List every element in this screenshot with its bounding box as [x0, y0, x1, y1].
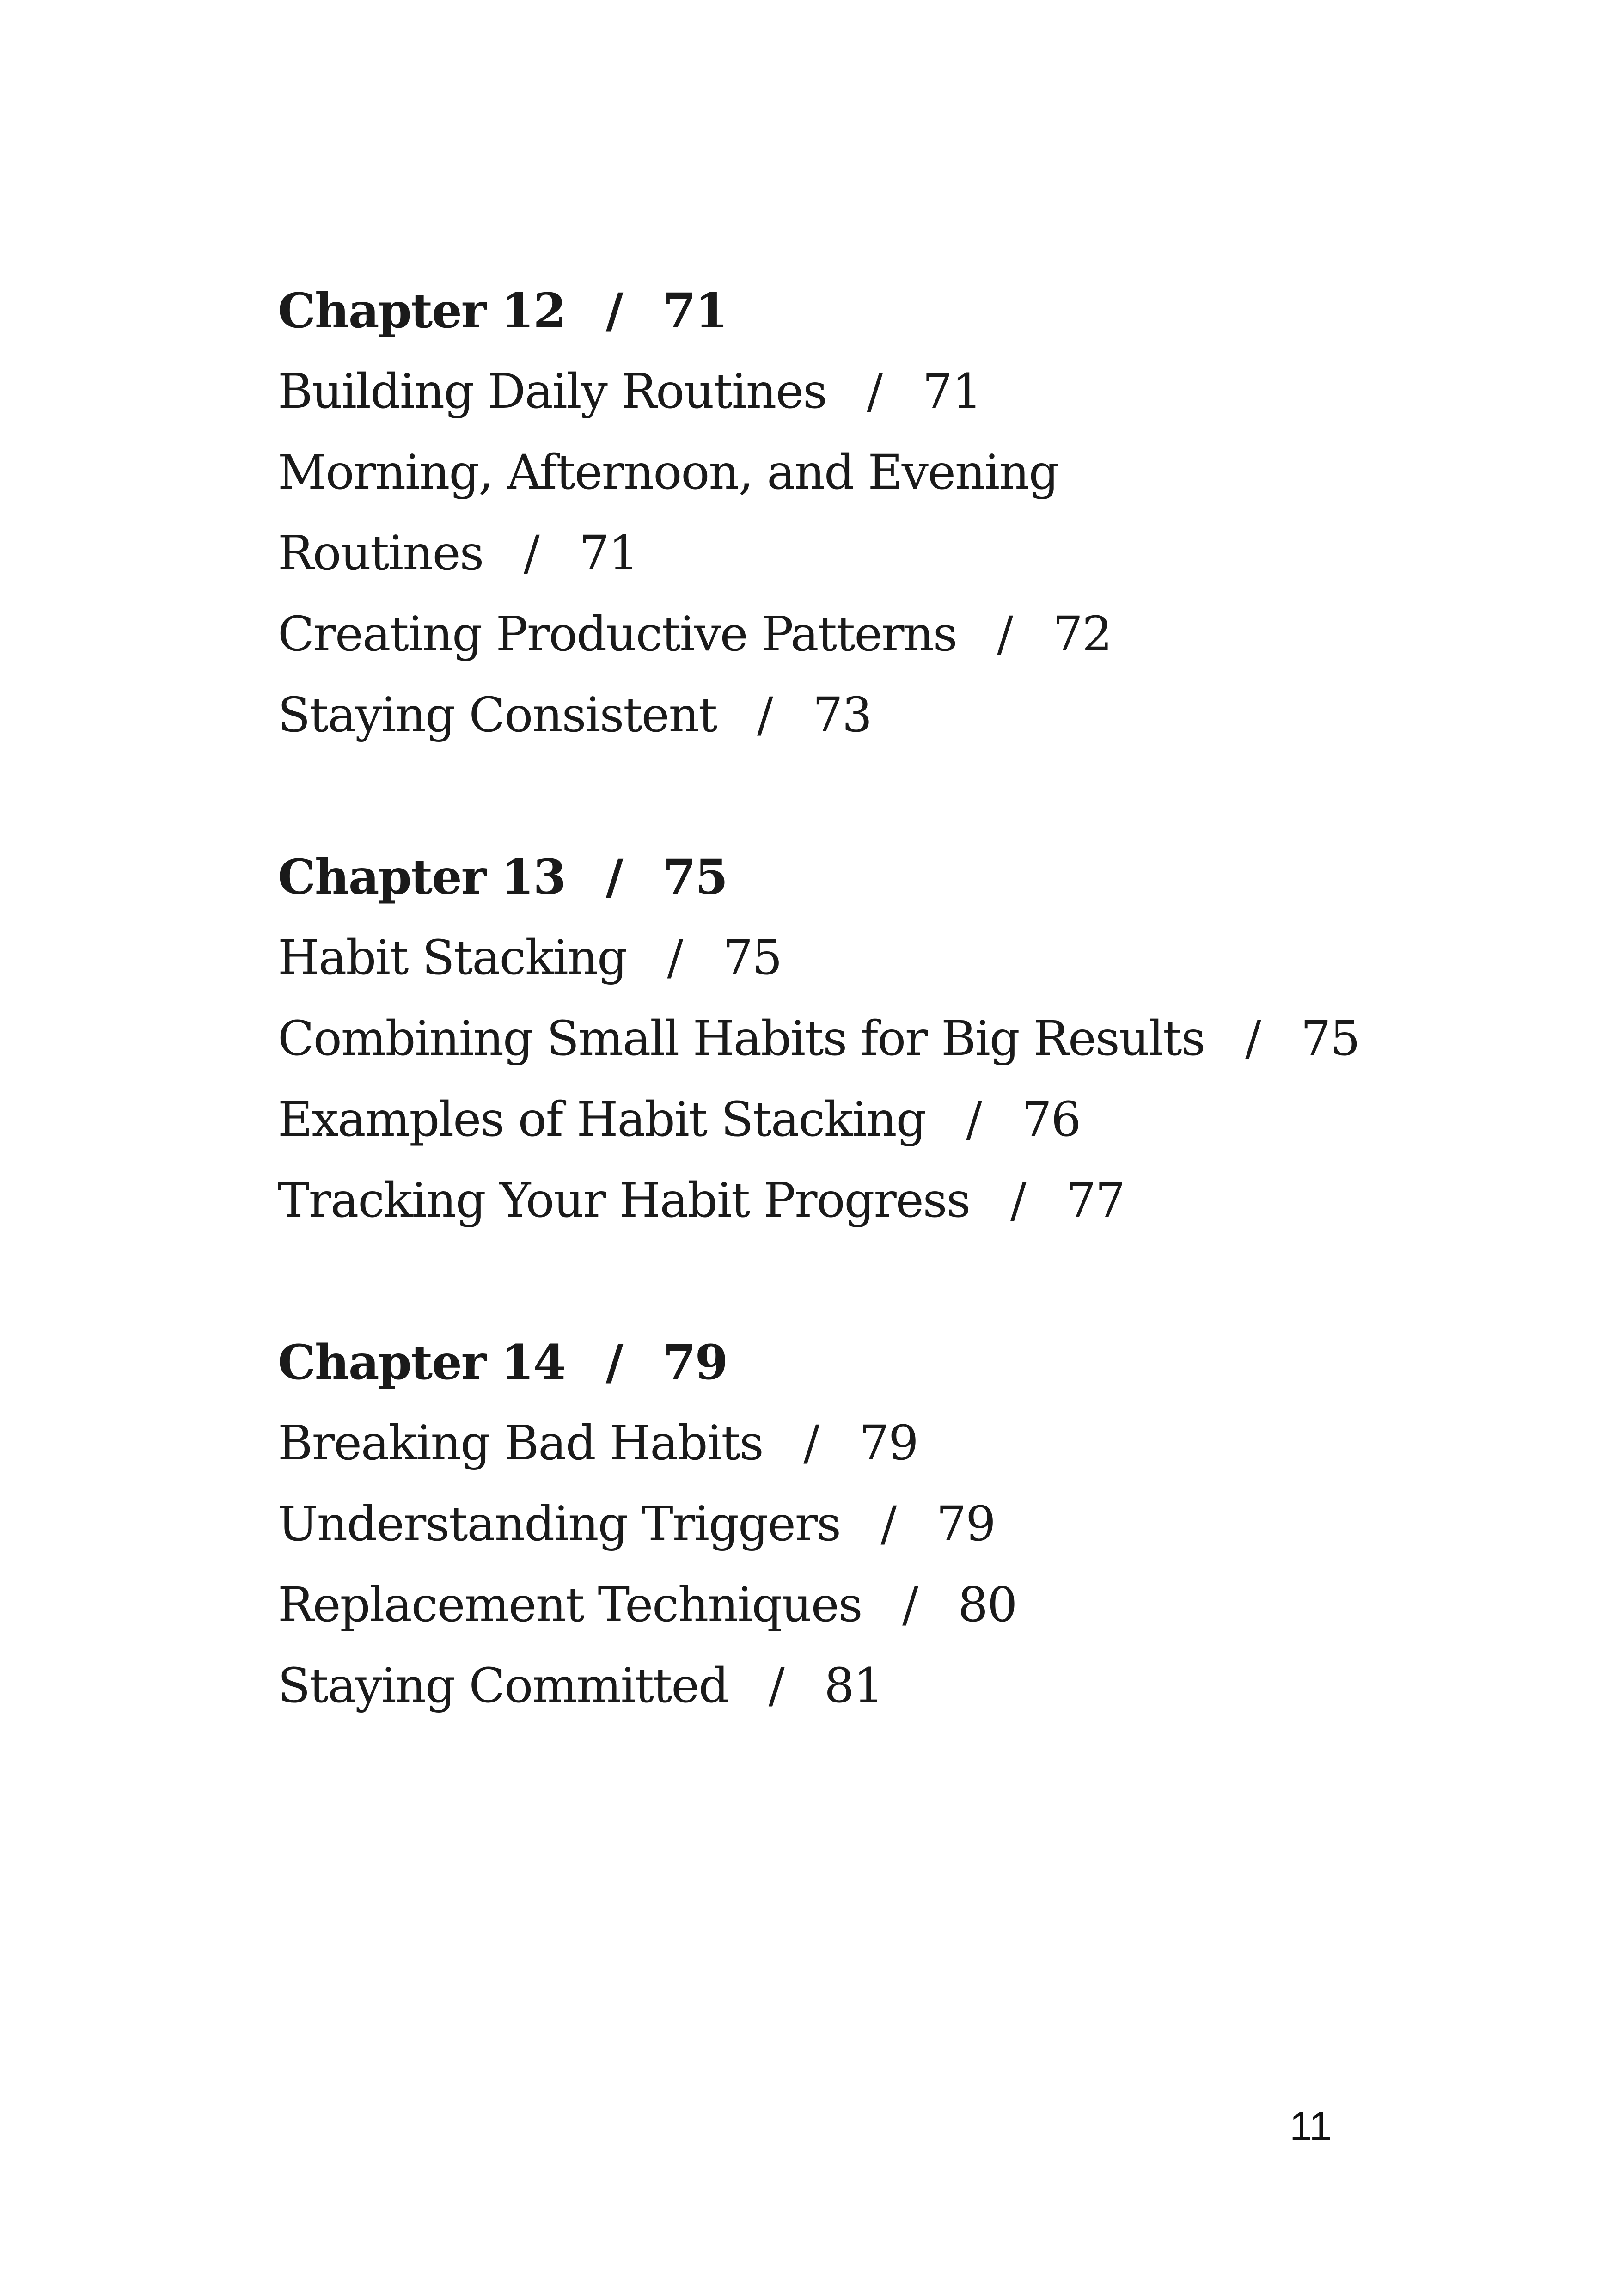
separator: /	[867, 364, 882, 419]
separator: /	[605, 849, 623, 905]
separator: /	[523, 526, 539, 581]
entry-title: Combining Small Habits for Big Results	[278, 1011, 1205, 1066]
entry-title: Morning, Afternoon, and Evening	[278, 445, 1058, 500]
entry-title: Building Daily Routines	[278, 364, 826, 419]
chapter-heading	[278, 1322, 1526, 1403]
toc-entry	[278, 351, 1526, 432]
entry-page-number: 73	[813, 687, 872, 743]
page-number: 11	[1290, 2103, 1332, 2149]
entry-title: Understanding Triggers	[278, 1496, 840, 1552]
chapter-title: Chapter 13	[278, 849, 566, 905]
entry-title: Habit Stacking	[278, 930, 627, 986]
toc-entry	[278, 675, 1526, 756]
entry-title: Routines	[278, 526, 483, 581]
entry-page-number: 81	[824, 1658, 883, 1714]
chapter-heading	[278, 270, 1526, 351]
separator: /	[757, 687, 772, 743]
chapter-page-number: 79	[662, 1335, 728, 1390]
chapter-title: Chapter 12	[278, 283, 566, 339]
toc-section-chapter-12	[278, 270, 1526, 756]
separator: /	[902, 1577, 917, 1633]
toc-entry	[278, 1646, 1526, 1727]
entry-page-number: 79	[859, 1415, 918, 1471]
separator: /	[667, 930, 683, 986]
toc-entry	[278, 1484, 1526, 1565]
separator: /	[966, 1092, 981, 1147]
toc-entry	[278, 1079, 1526, 1160]
toc-entry	[278, 513, 1526, 594]
entry-title: Staying Committed	[278, 1658, 728, 1714]
separator: /	[1010, 1173, 1026, 1228]
entry-page-number: 77	[1066, 1173, 1125, 1228]
chapter-title: Chapter 14	[278, 1335, 566, 1390]
entry-page-number: 75	[1301, 1011, 1360, 1066]
entry-title: Staying Consistent	[278, 687, 717, 743]
separator: /	[1245, 1011, 1260, 1066]
entry-title: Breaking Bad Habits	[278, 1415, 763, 1471]
separator: /	[768, 1658, 784, 1714]
toc-entry	[278, 1403, 1526, 1484]
chapter-heading	[278, 837, 1526, 918]
toc-entry	[278, 998, 1526, 1079]
entry-page-number: 76	[1021, 1092, 1081, 1147]
toc-entry	[278, 432, 1526, 513]
chapter-page-number: 75	[662, 849, 728, 905]
chapter-page-number: 71	[662, 283, 728, 339]
toc-entry	[278, 1565, 1526, 1646]
entry-page-number: 79	[936, 1496, 995, 1552]
toc-entry	[278, 594, 1526, 675]
entry-page-number: 75	[722, 930, 782, 986]
toc-section-chapter-13	[278, 837, 1526, 1241]
toc-entry	[278, 918, 1526, 998]
separator: /	[880, 1496, 896, 1552]
separator: /	[997, 606, 1012, 662]
entry-page-number: 71	[922, 364, 981, 419]
entry-page-number: 80	[958, 1577, 1017, 1633]
toc-section-chapter-14	[278, 1322, 1526, 1727]
separator: /	[605, 283, 623, 339]
entry-title: Tracking Your Habit Progress	[278, 1173, 970, 1228]
entry-title: Replacement Techniques	[278, 1577, 862, 1633]
toc-entry	[278, 1160, 1526, 1241]
entry-page-number: 72	[1052, 606, 1112, 662]
entry-page-number: 71	[579, 526, 638, 581]
separator: /	[803, 1415, 819, 1471]
entry-title: Examples of Habit Stacking	[278, 1092, 926, 1147]
table-of-contents	[278, 270, 1526, 1727]
separator: /	[605, 1335, 623, 1390]
entry-title: Creating Productive Patterns	[278, 606, 957, 662]
